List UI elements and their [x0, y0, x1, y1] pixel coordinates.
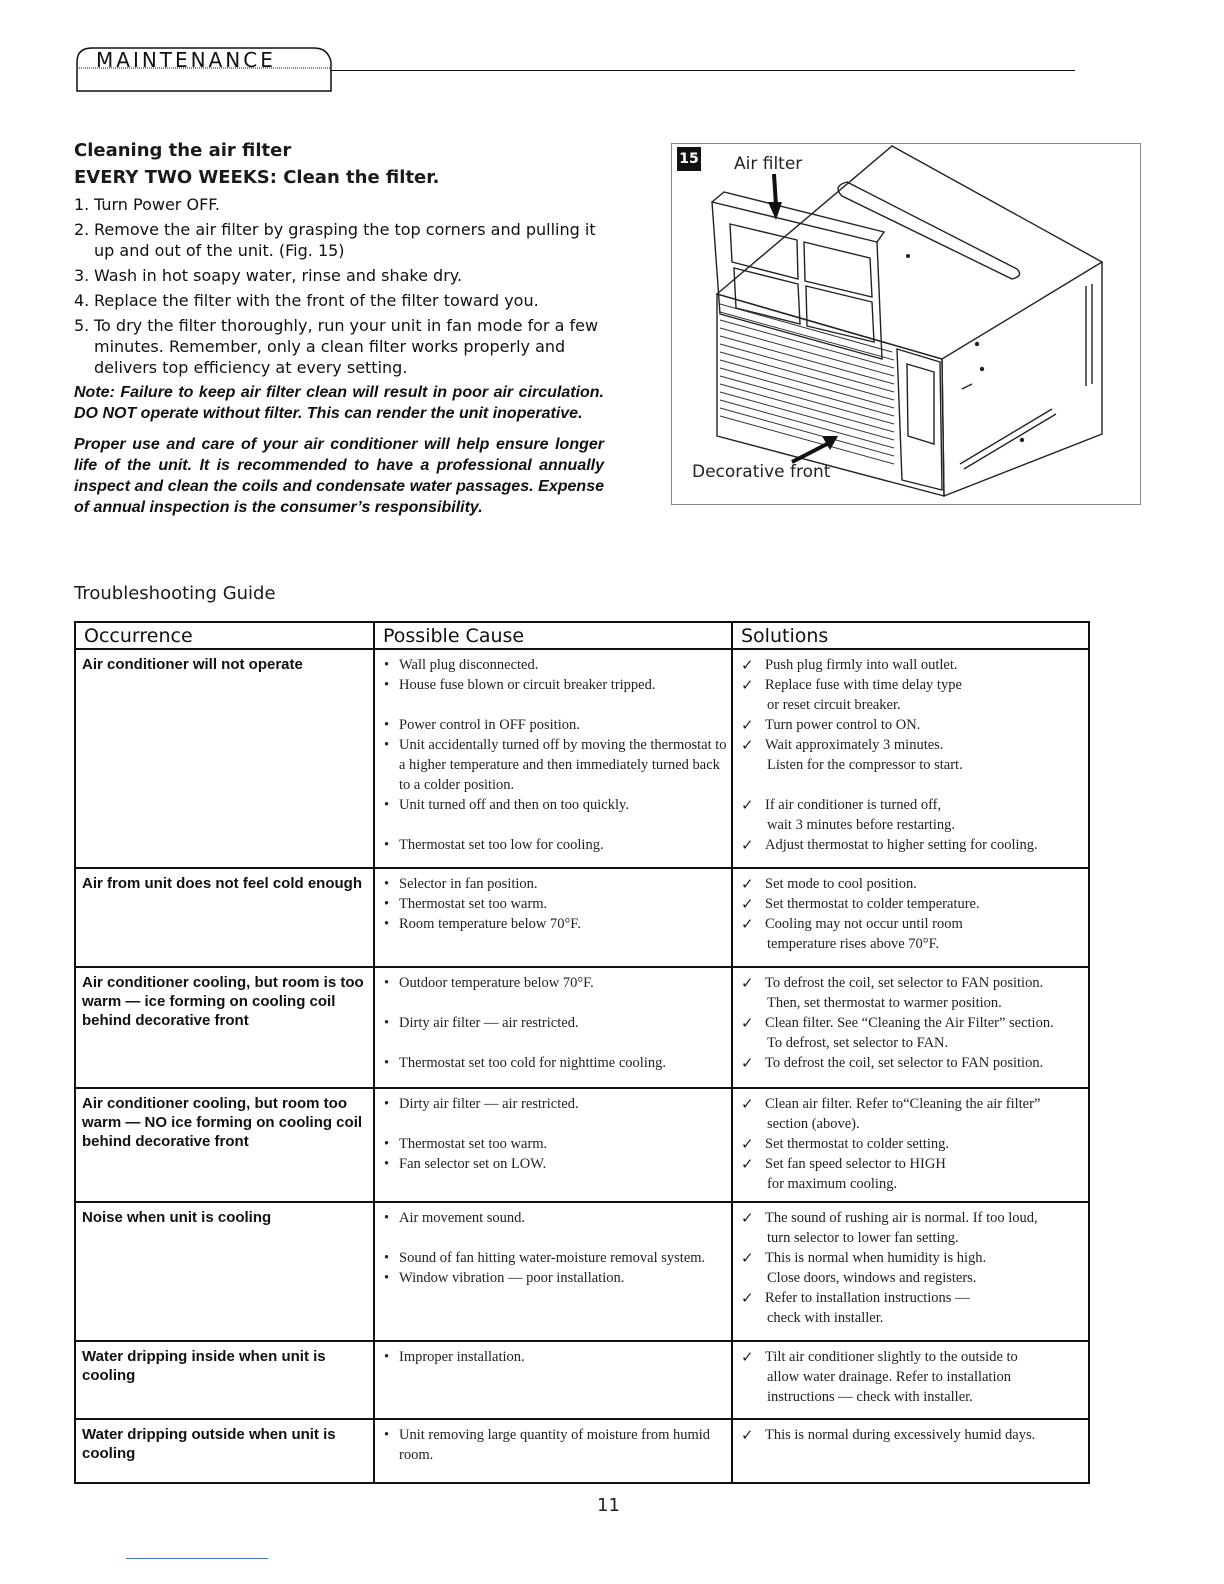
table-row — [75, 649, 1089, 868]
cause-item: • House fuse blown or circuit breaker tripped. — [381, 675, 727, 695]
solution-item: ✓ Turn power control to ON. — [741, 716, 921, 734]
solution-continuation: check with installer. — [767, 1310, 884, 1326]
cause-item: • Air movement sound. — [381, 1208, 727, 1228]
solution-item: ✓ Adjust thermostat to higher setting for cooling. — [741, 836, 1038, 854]
header-solutions: Solutions — [732, 622, 1089, 649]
cause-item: • Thermostat set too warm. — [381, 1134, 727, 1154]
cause-cell — [374, 1419, 732, 1483]
header-occurrence: Occurrence — [75, 622, 374, 649]
check-icon: ✓ — [741, 1054, 754, 1072]
cause-item: • Unit accidentally turned off by moving the thermostat to a higher temperature and then immediately turned back to a colder position. — [381, 735, 727, 795]
page-number: 11 — [597, 1495, 620, 1516]
maintenance-note: Proper use and care of your air conditioner will help ensure longer life of the unit. It is recommended to have a professional annually inspect and clean the coils and condensate water passages. Expense of annual inspection is the consumer’s responsibility. — [74, 436, 604, 516]
table-row — [75, 1088, 1089, 1202]
solution-item: ✓ Refer to installation instructions — — [741, 1289, 970, 1307]
check-icon: ✓ — [741, 1155, 754, 1173]
check-icon: ✓ — [741, 736, 754, 754]
solution-cell — [732, 649, 1089, 868]
cause-item: • Power control in OFF position. — [381, 715, 727, 735]
occurrence-cell: Air conditioner cooling, but room too warm — NO ice forming on cooling coil behind decorative front — [75, 1088, 374, 1202]
table-row — [75, 1341, 1089, 1419]
cleaning-subtitle: EVERY TWO WEEKS: Clean the filter. — [74, 167, 440, 188]
solution-cell — [732, 1202, 1089, 1341]
step-item: 2. Remove the air filter by grasping the top corners and pulling it up and out of the unit. (Fig. 15) — [74, 220, 596, 260]
step-item: 5. To dry the filter thoroughly, run your unit in fan mode for a few minutes. Remember, only a clean filter works properly and delivers top efficiency at every setting. — [74, 316, 599, 377]
figure-15 — [671, 143, 1141, 505]
solution-item: ✓ Push plug firmly into wall outlet. — [741, 656, 958, 674]
solution-cell — [732, 967, 1089, 1088]
solution-continuation: Close doors, windows and registers. — [767, 1270, 977, 1286]
cause-item: • Room temperature below 70°F. — [381, 914, 727, 934]
cause-item: • Improper installation. — [381, 1347, 727, 1367]
cause-item: • Fan selector set on LOW. — [381, 1154, 727, 1174]
header-possible-cause: Possible Cause — [374, 622, 732, 649]
check-icon: ✓ — [741, 796, 754, 814]
solution-item: ✓ This is normal when humidity is high. — [741, 1249, 987, 1267]
occurrence-cell: Air from unit does not feel cold enough — [75, 868, 374, 967]
solution-item: ✓ The sound of rushing air is normal. If too loud, — [741, 1209, 1038, 1227]
footer-line — [126, 1558, 268, 1559]
check-icon: ✓ — [741, 1289, 754, 1307]
step-item: 1. Turn Power OFF. — [74, 195, 220, 214]
check-icon: ✓ — [741, 836, 754, 854]
check-icon: ✓ — [741, 656, 754, 674]
section-title: MAINTENANCE — [96, 48, 276, 72]
check-icon: ✓ — [741, 676, 754, 694]
cause-cell — [374, 1088, 732, 1202]
table-row — [75, 1419, 1089, 1483]
cause-item: • Unit removing large quantity of moisture from humid room. — [381, 1425, 727, 1465]
solution-cell — [732, 1088, 1089, 1202]
header-rule — [330, 70, 1075, 71]
check-icon: ✓ — [741, 1095, 754, 1113]
solution-item: ✓ Set mode to cool position. — [741, 875, 917, 893]
table-row — [75, 868, 1089, 967]
solution-item: ✓ Tilt air conditioner slightly to the outside to — [741, 1348, 1018, 1366]
check-icon: ✓ — [741, 1249, 754, 1267]
occurrence-cell: Water dripping inside when unit is cooling — [75, 1341, 374, 1419]
solution-item: ✓ Clean air filter. Refer to“Cleaning the air filter” — [741, 1095, 1041, 1113]
solution-item: ✓ To defrost the coil, set selector to FAN position. — [741, 1054, 1044, 1072]
solution-item: ✓ Clean filter. See “Cleaning the Air Filter” section. — [741, 1014, 1054, 1032]
solution-item: ✓ To defrost the coil, set selector to FAN position. — [741, 974, 1044, 992]
solution-item: ✓ This is normal during excessively humid days. — [741, 1426, 1036, 1444]
solution-cell — [732, 868, 1089, 967]
troubleshooting-title: Troubleshooting Guide — [74, 583, 276, 604]
figure-number: 15 — [677, 147, 701, 171]
check-icon: ✓ — [741, 1014, 754, 1032]
table-row — [75, 967, 1089, 1088]
section-header-tab — [76, 46, 332, 90]
check-icon: ✓ — [741, 1135, 754, 1153]
step-item: 4. Replace the filter with the front of the filter toward you. — [74, 291, 539, 310]
cause-item: • Thermostat set too warm. — [381, 894, 727, 914]
cause-item: • Unit turned off and then on too quickly. — [381, 795, 727, 815]
check-icon: ✓ — [741, 875, 754, 893]
cause-item: • Thermostat set too low for cooling. — [381, 835, 727, 855]
solution-cell — [732, 1419, 1089, 1483]
solution-continuation: allow water drainage. Refer to installation — [767, 1369, 1011, 1385]
solution-continuation: turn selector to lower fan setting. — [767, 1230, 959, 1246]
solution-continuation: To defrost, set selector to FAN. — [767, 1035, 949, 1051]
solution-item: ✓ If air conditioner is turned off, — [741, 796, 942, 814]
solution-continuation: temperature rises above 70°F. — [767, 936, 940, 952]
cause-item: • Thermostat set too cold for nighttime cooling. — [381, 1053, 727, 1073]
solution-item: ✓ Wait approximately 3 minutes. — [741, 736, 944, 754]
check-icon: ✓ — [741, 895, 754, 913]
cause-item: • Outdoor temperature below 70°F. — [381, 973, 727, 993]
occurrence-cell: Air conditioner will not operate — [75, 649, 374, 868]
cause-item: • Selector in fan position. — [381, 874, 727, 894]
cause-item: • Sound of fan hitting water-moisture removal system. — [381, 1248, 727, 1268]
solution-item: ✓ Set fan speed selector to HIGH — [741, 1155, 946, 1173]
solution-cell — [732, 1341, 1089, 1419]
cleaning-section — [74, 140, 604, 528]
cause-cell — [374, 649, 732, 868]
air-filter-label: Air filter — [734, 154, 803, 174]
solution-continuation: for maximum cooling. — [767, 1176, 898, 1192]
check-icon: ✓ — [741, 1348, 754, 1366]
cause-item: • Dirty air filter — air restricted. — [381, 1013, 727, 1033]
solution-continuation: instructions — check with installer. — [767, 1389, 973, 1405]
cause-cell — [374, 868, 732, 967]
solution-item: ✓ Cooling may not occur until room — [741, 915, 963, 933]
cause-cell — [374, 1341, 732, 1419]
check-icon: ✓ — [741, 1426, 754, 1444]
solution-item: ✓ Set thermostat to colder temperature. — [741, 895, 980, 913]
solution-item: ✓ Set thermostat to colder setting. — [741, 1135, 950, 1153]
cause-item: • Wall plug disconnected. — [381, 655, 727, 675]
check-icon: ✓ — [741, 1209, 754, 1227]
filter-note: Note: Failure to keep air filter clean will result in poor air circulation. DO NOT operate without filter. This can render the unit inoperative. — [74, 384, 604, 422]
cause-cell — [374, 1202, 732, 1341]
solution-continuation: wait 3 minutes before restarting. — [767, 817, 956, 833]
occurrence-cell: Water dripping outside when unit is cooling — [75, 1419, 374, 1483]
check-icon: ✓ — [741, 716, 754, 734]
check-icon: ✓ — [741, 974, 754, 992]
solution-continuation: Listen for the compressor to start. — [767, 757, 963, 773]
table-row — [75, 1202, 1089, 1341]
cause-item: • Window vibration — poor installation. — [381, 1268, 727, 1288]
cleaning-steps — [74, 194, 604, 378]
troubleshooting-table — [74, 621, 1090, 1484]
cause-cell — [374, 967, 732, 1088]
cause-item: • Dirty air filter — air restricted. — [381, 1094, 727, 1114]
occurrence-cell: Noise when unit is cooling — [75, 1202, 374, 1341]
solution-item: ✓ Replace fuse with time delay type — [741, 676, 962, 694]
step-item: 3. Wash in hot soapy water, rinse and shake dry. — [74, 266, 463, 285]
solution-continuation: or reset circuit breaker. — [767, 697, 901, 713]
air-conditioner-illustration — [672, 144, 1142, 506]
solution-continuation: section (above). — [767, 1116, 860, 1132]
occurrence-cell: Air conditioner cooling, but room is too warm — ice forming on cooling coil behind decorative front — [75, 967, 374, 1088]
decorative-front-label: Decorative front — [692, 462, 831, 482]
table-header-row — [75, 622, 1089, 649]
check-icon: ✓ — [741, 915, 754, 933]
solution-continuation: Then, set thermostat to warmer position. — [767, 995, 1002, 1011]
cleaning-title: Cleaning the air filter — [74, 140, 292, 161]
